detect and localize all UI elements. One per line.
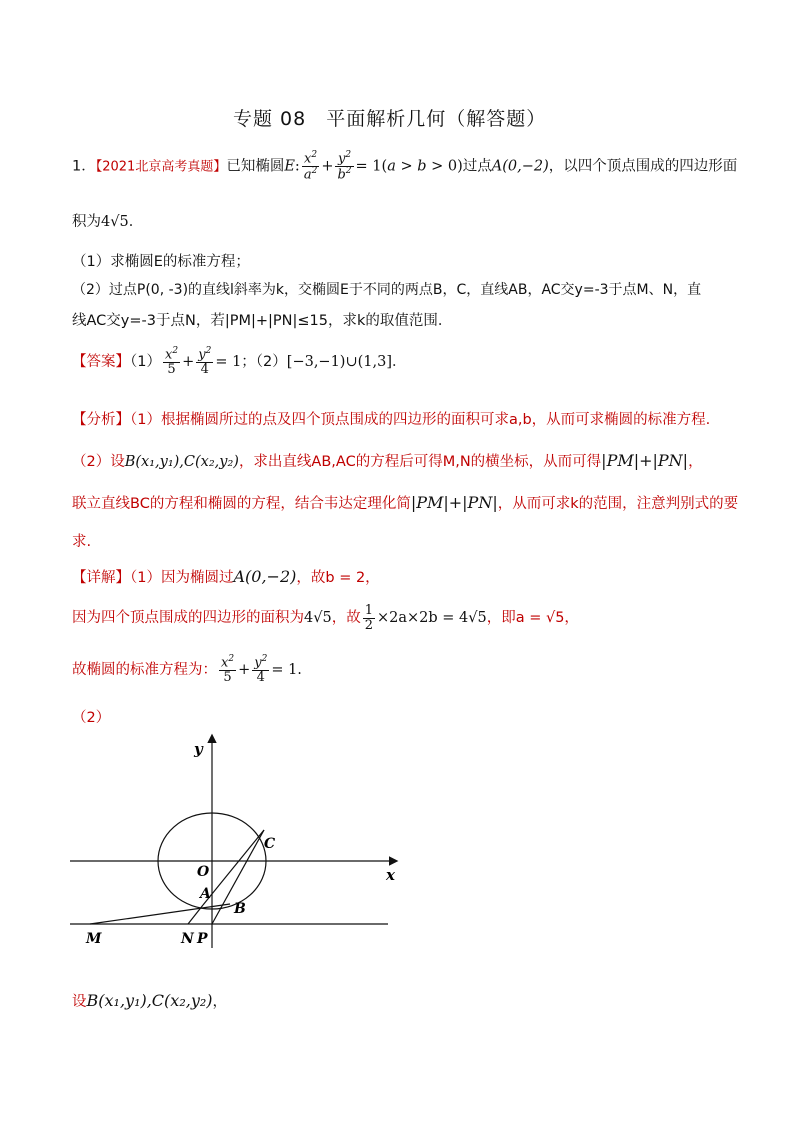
detail-area: 4√5: [304, 610, 332, 627]
detail-line-1: [72, 566, 380, 587]
detail-part2-label: （2）: [72, 710, 111, 726]
label-a: A: [200, 886, 211, 902]
detail-label: 【详解】: [72, 570, 130, 586]
ellipse-figure: [66, 730, 406, 955]
label-m: M: [86, 931, 102, 947]
problem-line-1: 1．【2021北京高考真题】已知椭圆E: $\frac{x^2}{a^2}$ + $\frac{y^2}{b^2}$ = 1(a > b > 0)过点A(0,−2)，以四个顶点围成的四边形面: [72, 150, 738, 183]
answer-frac-y: $\frac{y^2}{4}$: [198, 346, 212, 377]
analysis-label: 【分析】: [72, 412, 130, 428]
ellipse-frac-y: $\frac{y^2}{b^2}$: [337, 150, 352, 183]
detail-text-2c: ，即a = √5，: [486, 610, 579, 627]
part-2-question-line1: （2）过点P(0, -3)的直线l斜率为k，交椭圆E于不同的两点B，C，直线AB，AC交y=-3于点M、N，直: [72, 282, 702, 298]
answer-part1-tail: ；（2）: [241, 353, 287, 370]
detail-line-2: [72, 604, 579, 632]
part-2-question-line2: 线AC交y=-3于点N，若|PM|+|PN|≤15，求k的取值范围．: [72, 313, 453, 329]
detail-area-eq: ×2a×2b = 4√5: [376, 610, 487, 627]
problem-line-2: 积为4√5．: [72, 214, 144, 230]
detail-text-3: 故椭圆的标准方程为：: [72, 661, 217, 678]
label-n: N: [181, 931, 194, 947]
point-a: A(0,−2): [491, 158, 549, 175]
analysis-text-3a: 联立直线BC的方程和椭圆的方程，结合韦达定理化简: [72, 496, 411, 512]
analysis-line-2: [72, 450, 703, 471]
label-b: B: [234, 901, 246, 917]
detail-point-a: A(0,−2): [233, 567, 297, 586]
problem-number: 1．: [72, 158, 96, 175]
area-prefix: 积为: [72, 214, 101, 230]
page-title: 专题 08 平面解析几何（解答题）: [233, 108, 547, 130]
problem-source: 【2021北京高考真题】: [95, 159, 227, 175]
detail-text-1b: ，故b = 2，: [296, 570, 380, 586]
ellipse-frac-x: $\frac{x^2}{a^2}$: [303, 150, 318, 183]
detail-last-text-b: ，: [212, 994, 228, 1010]
detail-last-line: [72, 990, 227, 1011]
analysis-text-1: （1）根据椭圆所过的点及四个顶点围成的四边形的面积可求a,b，从而可求椭圆的标准方程.: [130, 412, 711, 428]
answer-line: 【答案】（1） $\frac{x^2}{5}$ + $\frac{y^2}{4}$ = 1；（2）[−3,−1)∪(1,3]．: [72, 346, 407, 377]
analysis-line-4: 求.: [72, 534, 92, 550]
analysis-text-2a: （2）设: [72, 454, 125, 470]
label-x: x: [386, 866, 395, 884]
answer-part1-prefix: （1）: [130, 353, 161, 370]
detail-last-text-a: 设: [72, 994, 87, 1010]
detail-frac-y: $\frac{y^2}{4}$: [254, 654, 268, 685]
analysis-text-2b: ，求出直线AB,AC的方程后可得M,N的横坐标，从而可得: [238, 454, 602, 470]
analysis-points: B(x₁,y₁),C(x₂,y₂): [124, 454, 239, 470]
analysis-text-3b: ，从而可求k的范围，注意判别式的要: [497, 496, 739, 512]
detail-text-1a: （1）因为椭圆过: [130, 570, 234, 586]
label-y: y: [194, 740, 203, 758]
ellipse-name: E: [284, 158, 295, 175]
detail-text-2b: ，故: [331, 610, 361, 627]
area-value: 4√5: [101, 214, 129, 230]
label-o: O: [197, 864, 210, 880]
answer-range: [−3,−1)∪(1,3]．: [286, 353, 407, 370]
detail-text-2a: 因为四个顶点围成的四边形的面积为: [72, 610, 304, 627]
analysis-text-2c: ，: [688, 454, 703, 470]
answer-label: 【答案】: [72, 353, 130, 370]
analysis-abs-2: |PM|+|PN|: [410, 493, 498, 512]
problem-intro-tail: ，以四个顶点围成的四边形面: [548, 158, 738, 175]
analysis-line-1: [72, 408, 710, 429]
label-p: P: [197, 931, 208, 947]
analysis-line-3: [72, 492, 738, 513]
problem-passes: 过点: [462, 158, 492, 175]
detail-frac-x: $\frac{x^2}{5}$: [221, 654, 235, 685]
analysis-abs-1: |PM|+|PN|: [601, 451, 689, 470]
line-am: [90, 904, 230, 924]
half-frac: $\frac{1}{2}$: [364, 603, 373, 633]
problem-intro: 已知椭圆: [226, 158, 285, 175]
label-c: C: [264, 836, 276, 852]
answer-frac-x: $\frac{x^2}{5}$: [164, 346, 179, 377]
detail-last-points: B(x₁,y₁),C(x₂,y₂): [86, 991, 213, 1010]
detail-line-3: 故椭圆的标准方程为： $\frac{x^2}{5}$ + $\frac{y^2}{4}$ = 1.: [72, 654, 302, 685]
part-1-question: （1）求椭圆E的标准方程；: [72, 254, 250, 270]
